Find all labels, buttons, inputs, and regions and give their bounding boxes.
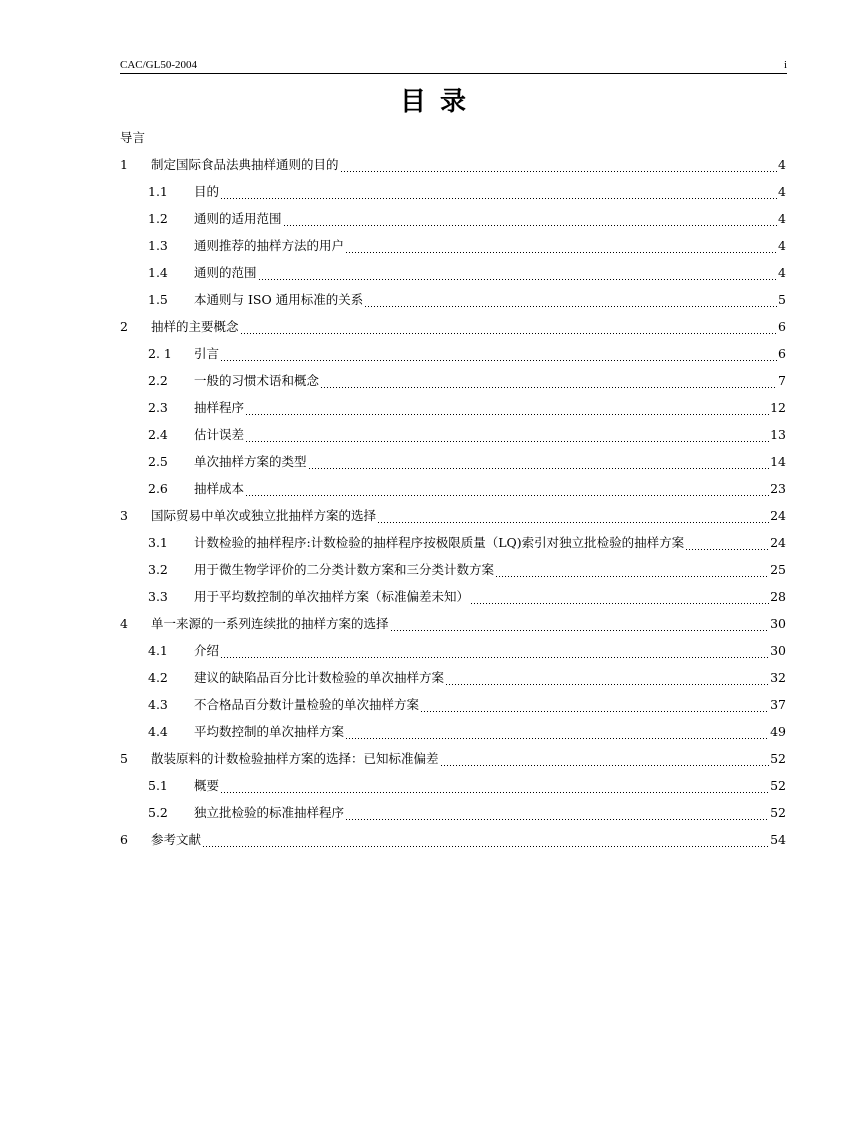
toc-entry-title: 一般的习惯术语和概念: [194, 373, 320, 388]
toc-entry-page: 13: [770, 427, 786, 442]
table-of-contents: [120, 124, 786, 853]
toc-entry-page: 49: [770, 724, 786, 739]
toc-entry-number: 4.1: [148, 643, 168, 658]
toc-entry[interactable]: [120, 610, 786, 637]
toc-entry-title: 本通则与 ISO 通用标准的关系: [194, 292, 364, 307]
toc-entry-page: 37: [770, 697, 786, 712]
toc-entry-title: 概要: [194, 778, 220, 793]
toc-entry[interactable]: [120, 313, 786, 340]
dot-leader: [220, 340, 777, 367]
toc-entry-number: 2.6: [148, 481, 168, 496]
toc-intro: 导言: [120, 130, 146, 145]
dot-leader: [308, 448, 770, 475]
dot-leader: [245, 394, 769, 421]
toc-entry-title: 介绍: [194, 643, 220, 658]
dot-leader: [340, 151, 778, 178]
toc-entry-title: 建议的缺陷品百分比计数检验的单次抽样方案: [194, 670, 445, 685]
toc-entry-number: 3: [120, 508, 128, 523]
toc-entry-page: 52: [770, 778, 786, 793]
toc-entry-number: 4.2: [148, 670, 168, 685]
toc-entry-title: 单一来源的一系列连续批的抽样方案的选择: [151, 616, 389, 631]
toc-entry[interactable]: [120, 286, 786, 313]
toc-entry-number: 5: [120, 751, 128, 766]
toc-entry-page: 14: [770, 454, 786, 469]
toc-entry-title: 用于微生物学评价的二分类计数方案和三分类计数方案: [194, 562, 495, 577]
toc-entry-page: 6: [778, 319, 786, 334]
toc-entry-number: 3.2: [148, 562, 168, 577]
toc-entry-page: 32: [770, 670, 786, 685]
toc-entry-page: 4: [778, 157, 786, 172]
toc-entry[interactable]: [120, 637, 786, 664]
toc-entry-title: 不合格品百分数计量检验的单次抽样方案: [194, 697, 420, 712]
dot-leader: [377, 502, 769, 529]
toc-entry[interactable]: [120, 583, 786, 610]
toc-entry[interactable]: [120, 556, 786, 583]
toc-entry-number: 5.2: [148, 805, 168, 820]
toc-entry-number: 6: [120, 832, 128, 847]
toc-entry-title: 通则的范围: [194, 265, 257, 280]
dot-leader: [440, 745, 770, 772]
toc-entry[interactable]: [120, 421, 786, 448]
dot-leader: [258, 259, 778, 286]
dot-leader: [390, 610, 770, 637]
toc-entry[interactable]: [120, 259, 786, 286]
toc-entry-number: 2.2: [148, 373, 168, 388]
page-header: [120, 58, 787, 72]
toc-entry-page: 4: [778, 265, 786, 280]
toc-entry[interactable]: [120, 367, 786, 394]
dot-leader: [245, 475, 769, 502]
toc-entry-title: 抽样程序: [194, 400, 245, 415]
page-title: 目录: [399, 87, 480, 117]
toc-entry-title: 抽样成本: [194, 481, 245, 496]
dot-leader: [202, 826, 769, 853]
toc-entry-number: 2.5: [148, 454, 168, 469]
dot-leader: [495, 556, 769, 583]
toc-entries: [120, 151, 786, 853]
toc-entry-number: 1.2: [148, 211, 168, 226]
toc-entry[interactable]: [120, 718, 786, 745]
toc-entry-title: 通则推荐的抽样方法的用户: [194, 238, 345, 253]
toc-entry-page: 4: [778, 184, 786, 199]
dot-leader: [245, 421, 769, 448]
toc-entry-number: 5.1: [148, 778, 168, 793]
toc-entry-page: 25: [770, 562, 786, 577]
dot-leader: [220, 772, 769, 799]
toc-entry-title: 用于平均数控制的单次抽样方案（标准偏差未知）: [194, 589, 470, 604]
document-code: CAC/GL50-2004: [120, 59, 197, 71]
toc-entry-page: 6: [778, 346, 786, 361]
toc-entry-number: 1.3: [148, 238, 168, 253]
dot-leader: [685, 529, 769, 556]
toc-entry-page: 52: [770, 805, 786, 820]
toc-entry-number: 1.4: [148, 265, 168, 280]
toc-entry-number: 2.3: [148, 400, 168, 415]
toc-entry-title: 引言: [194, 346, 220, 361]
dot-leader: [220, 178, 777, 205]
toc-entry-number: 1.5: [148, 292, 168, 307]
toc-entry[interactable]: [120, 529, 786, 556]
toc-entry[interactable]: [120, 799, 786, 826]
toc-entry[interactable]: [120, 745, 786, 772]
toc-entry-title: 计数检验的抽样程序:计数检验的抽样程序按极限质量（LQ)索引对独立批检验的抽样方案: [194, 535, 685, 550]
toc-entry-number: 2: [120, 319, 128, 334]
dot-leader: [283, 205, 778, 232]
toc-entry[interactable]: [120, 691, 786, 718]
toc-entry[interactable]: [120, 151, 786, 178]
toc-entry-page: 4: [778, 211, 786, 226]
toc-entry[interactable]: [120, 340, 786, 367]
toc-entry-title: 目的: [194, 184, 220, 199]
toc-entry-number: 3.3: [148, 589, 168, 604]
dot-leader: [470, 583, 769, 610]
dot-leader: [345, 232, 777, 259]
toc-entry-page: 7: [778, 373, 786, 388]
toc-entry-page: 28: [770, 589, 786, 604]
toc-entry-title: 参考文献: [151, 832, 202, 847]
dot-leader: [320, 367, 777, 394]
toc-entry-title: 制定国际食品法典抽样通则的目的: [151, 157, 339, 172]
dot-leader: [240, 313, 778, 340]
toc-entry-page: 23: [770, 481, 786, 496]
toc-entry-title: 散装原料的计数检验抽样方案的选择：已知标准偏差: [151, 751, 439, 766]
toc-entry-title: 单次抽样方案的类型: [194, 454, 307, 469]
toc-entry-title: 国际贸易中单次或独立批抽样方案的选择: [151, 508, 377, 523]
toc-entry-number: 1: [120, 157, 128, 172]
toc-entry-page: 52: [770, 751, 786, 766]
toc-entry[interactable]: [120, 232, 786, 259]
toc-entry-number: 4.4: [148, 724, 168, 739]
toc-entry-page: 4: [778, 238, 786, 253]
toc-entry-title: 抽样的主要概念: [151, 319, 239, 334]
header-rule: [120, 73, 787, 74]
toc-entry[interactable]: [120, 475, 786, 502]
toc-entry[interactable]: [120, 394, 786, 421]
toc-entry[interactable]: [120, 205, 786, 232]
toc-entry-number: 2. 1: [148, 346, 172, 361]
toc-entry-page: 5: [778, 292, 786, 307]
dot-leader: [364, 286, 777, 313]
toc-entry-number: 1.1: [148, 184, 168, 199]
page-number: i: [783, 59, 787, 71]
toc-entry-title: 独立批检验的标准抽样程序: [194, 805, 345, 820]
toc-entry-number: 2.4: [148, 427, 168, 442]
toc-entry-page: 12: [770, 400, 786, 415]
toc-entry[interactable]: [120, 178, 786, 205]
toc-entry-page: 30: [770, 616, 786, 631]
dot-leader: [220, 637, 769, 664]
toc-entry[interactable]: [120, 502, 786, 529]
toc-entry-title: 通则的适用范围: [194, 211, 282, 226]
toc-entry-title: 估计误差: [194, 427, 245, 442]
toc-entry-number: 3.1: [148, 535, 168, 550]
toc-entry[interactable]: [120, 664, 786, 691]
toc-entry-page: 24: [770, 508, 786, 523]
toc-entry-number: 4.3: [148, 697, 168, 712]
dot-leader: [420, 691, 769, 718]
toc-entry-title: 平均数控制的单次抽样方案: [194, 724, 345, 739]
dot-leader: [345, 718, 769, 745]
toc-entry-page: 54: [770, 832, 786, 847]
toc-entry[interactable]: [120, 826, 786, 853]
dot-leader: [445, 664, 769, 691]
toc-entry-page: 30: [770, 643, 786, 658]
toc-entry[interactable]: [120, 448, 786, 475]
toc-entry-page: 24: [770, 535, 786, 550]
toc-entry-number: 4: [120, 616, 128, 631]
toc-entry[interactable]: [120, 772, 786, 799]
dot-leader: [345, 799, 769, 826]
